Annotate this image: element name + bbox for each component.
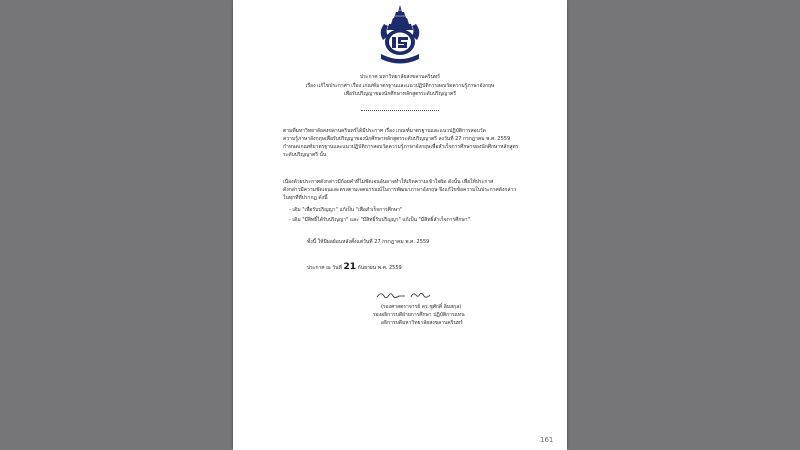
signer-title-1: รองอธิการบดีฝ่ายการศึกษา ปฏิบัติการแทน [373,312,465,318]
paragraph-2-line-3: ในทุกที่ที่ปรากฏ ดังนี้ [283,195,328,201]
paragraph-1-line-3: กำหนดเกณฑ์มาตรฐานและแนวปฏิบัติการสอบวัดความรู้ภาษาอังกฤษเพื่อสำเร็จการศึกษาของนักศึกษาหลักสูตร [283,144,519,150]
signer-name: (รองศาสตราจารย์ ดร.ชูศักดิ์ ลิ่มสกุล) [381,304,462,310]
announcement-date [307,264,402,271]
page-number: 161 [540,436,554,444]
announcement-date-suffix: กันยายน พ.ศ. 2559 [357,265,402,271]
announcement-heading: ประกาศ มหาวิทยาลัยสงขลานครินทร์ [359,74,440,80]
document-page [233,0,567,450]
amendment-item-1: - เดิม "เพื่อรับปริญญา" แก้เป็น "เพื่อสำเร็จการศึกษา" [289,207,403,213]
amendment-item-2: - เดิม "มีสิทธิ์ได้รับปริญญา" และ "มีสิทธิ์รับปริญญา" แก้เป็น "มีสิทธิ์สำเร็จการศึกษา" [289,217,470,223]
subject-line: เรื่อง แก้ไขประกาศฯ เรื่อง เกณฑ์มาตรฐานและแนวปฏิบัติการสอบวัดความรู้ภาษาอังกฤษ [305,83,495,89]
separator-rule [361,110,439,111]
paragraph-2-line-1: เนื่องด้วยประกาศดังกล่าวมีถ้อยคำที่ไม่ชัดเจนอันอาจทำให้เกิดความเข้าใจผิด ดังนั้น เพื่อให้ประกาศ [283,179,494,185]
announcement-day: 21 [343,262,357,272]
paragraph-2-line-2: ดังกล่าวมีความชัดเจนและตรงตามเจตนารมณ์ในการพัฒนาภาษาอังกฤษ จึงแก้ไขข้อความในประกาศดังกล่าว [283,187,517,193]
signature-mark [375,290,435,302]
university-emblem-icon [376,4,424,68]
announcement-date-prefix: ประกาศ ณ วันที่ [307,265,342,271]
paragraph-1-line-1: ตามที่มหาวิทยาลัยสงขลานครินทร์ได้มีประกาศ เรื่อง เกณฑ์มาตรฐานและแนวปฏิบัติการสอบวัด [283,128,486,134]
paragraph-1-line-2: ความรู้ภาษาอังกฤษเพื่อรับปริญญาของนักศึกษาหลักสูตรระดับปริญญาตรี ลงวันที่ 27 กรกฎาคม พ.ศ. 2559 [283,136,511,142]
signer-title-2: อธิการบดีมหาวิทยาลัยสงขลานครินทร์ [381,320,463,326]
subject-line-2: เพื่อรับปริญญาของนักศึกษาหลักสูตรระดับปริญญาตรี [344,91,456,97]
effective-date: ทั้งนี้ ให้มีผลย้อนหลังตั้งแต่วันที่ 27 กรกฎาคม พ.ศ. 2559 [307,239,430,245]
paragraph-1-line-4: ระดับปริญญาตรี นั้น [283,152,327,158]
